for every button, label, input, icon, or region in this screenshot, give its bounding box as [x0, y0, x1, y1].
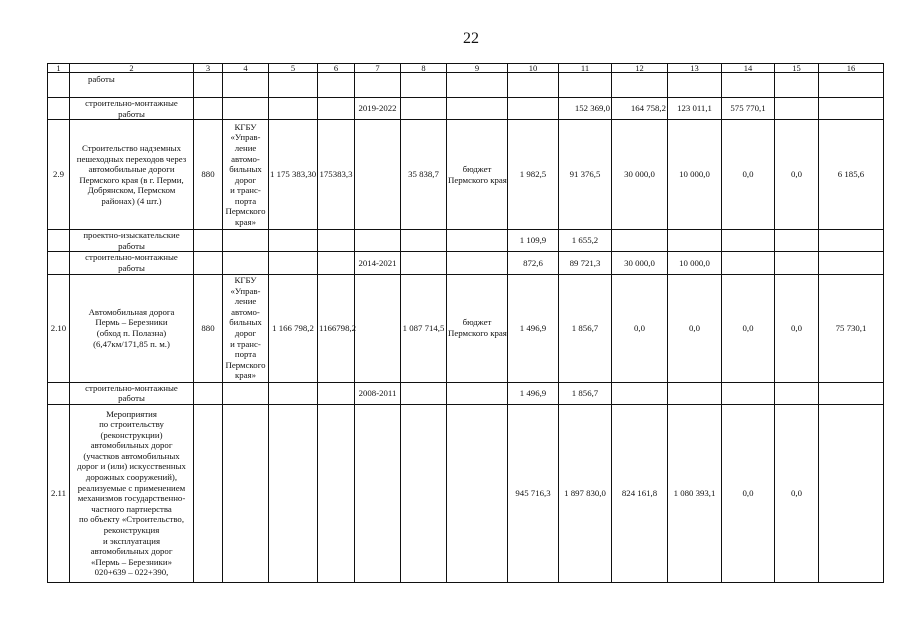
table-cell	[447, 382, 508, 404]
table-cell: 10 000,0	[668, 252, 722, 274]
table-cell: 75 730,1	[819, 274, 884, 382]
table-cell: 0,0	[775, 274, 819, 382]
table-cell	[819, 73, 884, 98]
table-cell	[269, 382, 318, 404]
table-cell: 1166798,2	[318, 274, 355, 382]
table-cell	[318, 382, 355, 404]
table-cell	[269, 404, 318, 582]
table-row	[48, 73, 884, 98]
data-table	[47, 63, 884, 583]
table-cell: 0,0	[722, 120, 775, 230]
table-cell: 30 000,0	[612, 120, 668, 230]
table-cell: 6 185,6	[819, 120, 884, 230]
table-cell: 0,0	[668, 274, 722, 382]
table-cell	[447, 98, 508, 120]
table-cell	[401, 404, 447, 582]
table-cell: 1 166 798,2	[269, 274, 318, 382]
table-cell: 824 161,8	[612, 404, 668, 582]
table-cell	[401, 73, 447, 98]
table-cell	[355, 230, 401, 252]
table-cell	[223, 230, 269, 252]
table-cell: 2.11	[48, 404, 70, 582]
table-cell	[269, 252, 318, 274]
column-number: 11	[559, 64, 612, 73]
table-cell	[447, 73, 508, 98]
table-cell	[401, 230, 447, 252]
table-cell	[269, 73, 318, 98]
table-cell	[269, 230, 318, 252]
table-cell: Автомобильная дорога Пермь – Березники (обход п. Полазна) (6,47км/171,85 п. м.)	[70, 274, 194, 382]
table-cell	[612, 73, 668, 98]
table-cell: 175383,3	[318, 120, 355, 230]
table-cell: 2.9	[48, 120, 70, 230]
table-cell: 35 838,7	[401, 120, 447, 230]
table-cell	[269, 98, 318, 120]
table-cell: бюджет Пермского края	[447, 120, 508, 230]
table-cell	[48, 73, 70, 98]
table-row	[48, 230, 884, 252]
table-cell: 945 716,3	[508, 404, 559, 582]
column-number: 16	[819, 64, 884, 73]
table-cell: 30 000,0	[612, 252, 668, 274]
table-row	[48, 382, 884, 404]
table-cell: 2.10	[48, 274, 70, 382]
table-cell	[194, 230, 223, 252]
table-cell	[194, 382, 223, 404]
table-cell	[355, 73, 401, 98]
table-cell	[223, 73, 269, 98]
table-cell	[668, 230, 722, 252]
table-cell	[401, 252, 447, 274]
table-cell: 1 080 393,1	[668, 404, 722, 582]
column-number: 7	[355, 64, 401, 73]
table-cell	[559, 73, 612, 98]
table-cell	[318, 98, 355, 120]
table-row	[48, 274, 884, 382]
column-number: 12	[612, 64, 668, 73]
table-cell	[48, 382, 70, 404]
table-cell	[775, 98, 819, 120]
table-cell: Мероприятия по строительству (реконструкции) автомобильных дорог (участков автомобильных дорог и (или) искусственных дорожных сооружений), реализуемые с применением механизмов государственно- частного партнерства по объекту «Строительство, реконструкция и эксплуатация автомобильных дорог «Пермь – Березники» 020+639 – 022+390,	[70, 404, 194, 582]
table-cell: 1 496,9	[508, 382, 559, 404]
table-cell: строительно-монтажные работы	[70, 98, 194, 120]
table-cell: работы	[70, 73, 194, 98]
table-cell	[722, 252, 775, 274]
table-cell	[508, 98, 559, 120]
table-cell	[355, 404, 401, 582]
table-cell	[775, 73, 819, 98]
table-cell	[48, 98, 70, 120]
table-cell: 1 175 383,30	[269, 120, 318, 230]
table-cell	[318, 404, 355, 582]
header-row	[48, 64, 884, 73]
column-number: 15	[775, 64, 819, 73]
column-number: 14	[722, 64, 775, 73]
table-cell	[819, 252, 884, 274]
column-number: 2	[70, 64, 194, 73]
column-number: 4	[223, 64, 269, 73]
table-cell: 2019-2022	[355, 98, 401, 120]
table-cell: Строительство надземных пешеходных переходов через автомобильные дороги Пермского края (в г. Перми, Добрянском, Пермском районах) (4 шт.)	[70, 120, 194, 230]
table-cell: 575 770,1	[722, 98, 775, 120]
table-cell: 2008-2011	[355, 382, 401, 404]
column-number: 9	[447, 64, 508, 73]
table-cell	[775, 230, 819, 252]
table-cell	[48, 230, 70, 252]
table-cell: строительно-монтажные работы	[70, 252, 194, 274]
column-number: 8	[401, 64, 447, 73]
table-cell	[447, 404, 508, 582]
table-cell	[668, 73, 722, 98]
table-cell	[819, 382, 884, 404]
table-cell: 0,0	[722, 404, 775, 582]
table-cell: КГБУ «Управ- ление автомо- бильных дорог и транс- порта Пермского края»	[223, 120, 269, 230]
table-cell	[355, 274, 401, 382]
table-cell	[775, 382, 819, 404]
table-cell: бюджет Пермского края	[447, 274, 508, 382]
table-cell: 10 000,0	[668, 120, 722, 230]
table-cell: КГБУ «Управ- ление автомо- бильных дорог и транс- порта Пермского края»	[223, 274, 269, 382]
table-cell: 164 758,2	[612, 98, 668, 120]
table-cell	[722, 382, 775, 404]
table-cell	[318, 230, 355, 252]
table-cell	[819, 98, 884, 120]
column-number: 10	[508, 64, 559, 73]
table-cell	[447, 230, 508, 252]
table-cell: 1 109,9	[508, 230, 559, 252]
table-row	[48, 120, 884, 230]
table-cell	[819, 230, 884, 252]
table-cell: 2014-2021	[355, 252, 401, 274]
table-cell: 872,6	[508, 252, 559, 274]
table-cell: 1 982,5	[508, 120, 559, 230]
table-cell: строительно-монтажные работы	[70, 382, 194, 404]
table-cell: 1 856,7	[559, 274, 612, 382]
table-cell: 0,0	[612, 274, 668, 382]
table-cell: проектно-изыскательские работы	[70, 230, 194, 252]
table-cell	[401, 382, 447, 404]
table-cell	[194, 98, 223, 120]
table-cell	[318, 73, 355, 98]
page-number: 22	[463, 30, 479, 47]
table-cell	[447, 252, 508, 274]
column-number: 3	[194, 64, 223, 73]
table-cell	[612, 382, 668, 404]
table-cell	[401, 98, 447, 120]
table-cell: 880	[194, 274, 223, 382]
table-cell	[48, 252, 70, 274]
table-cell	[355, 120, 401, 230]
table-cell	[223, 382, 269, 404]
table-cell: 0,0	[775, 404, 819, 582]
table-cell	[668, 382, 722, 404]
table-cell: 1 856,7	[559, 382, 612, 404]
table-cell: 89 721,3	[559, 252, 612, 274]
table-cell: 1 496,9	[508, 274, 559, 382]
table-cell	[223, 98, 269, 120]
table-cell: 1 655,2	[559, 230, 612, 252]
table-row	[48, 404, 884, 582]
table-cell: 152 369,0	[559, 98, 612, 120]
table-row	[48, 252, 884, 274]
table-cell	[194, 252, 223, 274]
table-cell	[722, 73, 775, 98]
table-row	[48, 98, 884, 120]
table-cell	[612, 230, 668, 252]
table-cell	[819, 404, 884, 582]
table-cell	[223, 252, 269, 274]
column-number: 1	[48, 64, 70, 73]
table-cell: 123 011,1	[668, 98, 722, 120]
table-cell: 1 897 830,0	[559, 404, 612, 582]
table-cell	[508, 73, 559, 98]
column-number: 5	[269, 64, 318, 73]
table-cell	[194, 404, 223, 582]
table-cell: 1 087 714,5	[401, 274, 447, 382]
table-cell	[223, 404, 269, 582]
column-number: 6	[318, 64, 355, 73]
table-cell	[722, 230, 775, 252]
table-cell: 91 376,5	[559, 120, 612, 230]
table-cell: 0,0	[722, 274, 775, 382]
table-cell	[318, 252, 355, 274]
column-number: 13	[668, 64, 722, 73]
table-cell	[194, 73, 223, 98]
table-cell: 880	[194, 120, 223, 230]
table-cell	[775, 252, 819, 274]
table-cell: 0,0	[775, 120, 819, 230]
